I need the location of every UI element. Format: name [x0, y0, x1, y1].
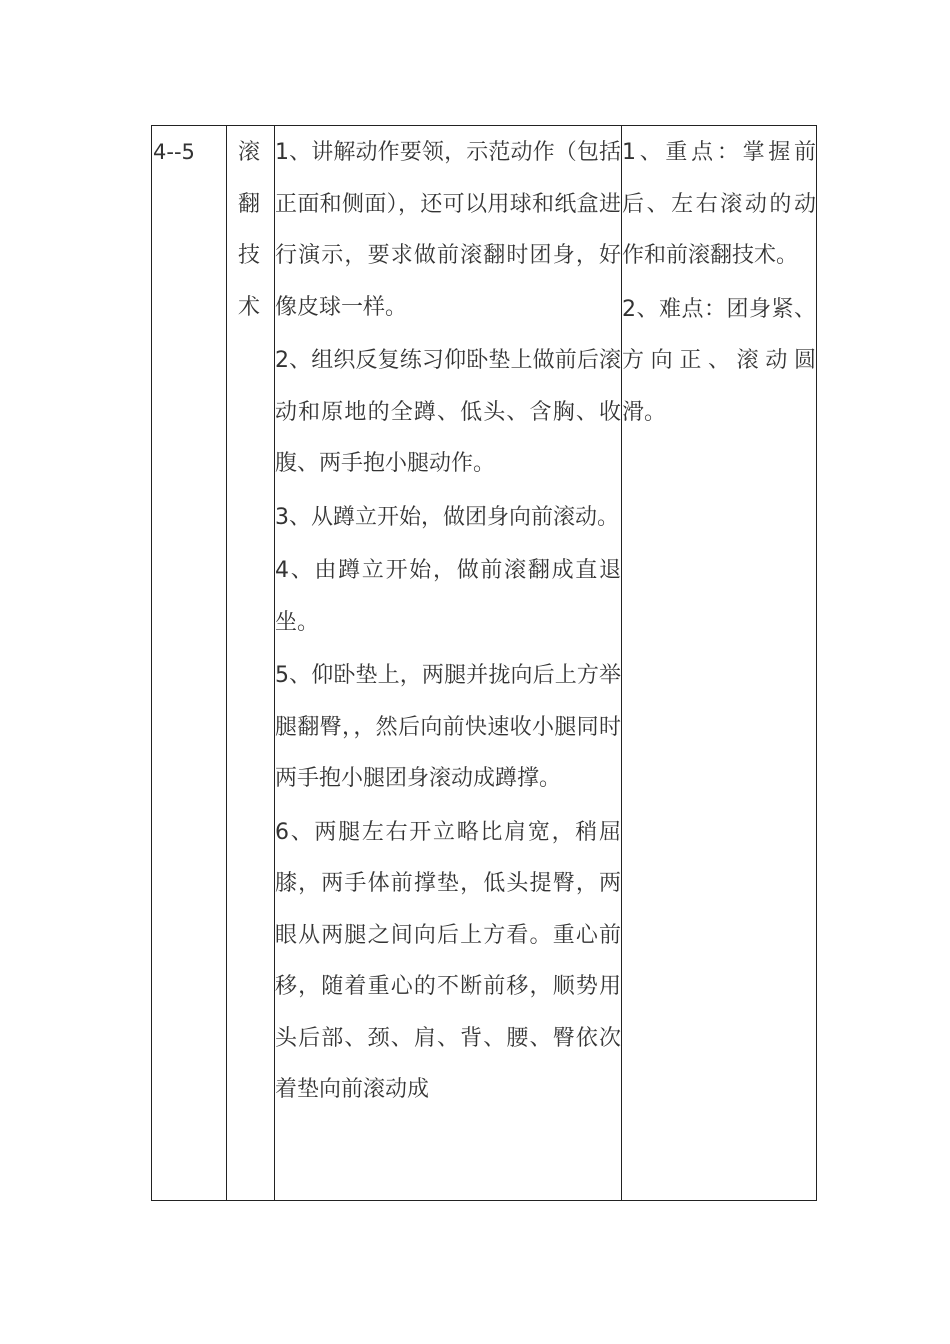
method-step: 6、两腿左右开立略比肩宽，稍屈膝，两手体前撑垫，低头提臀，两眼从两腿之间向后上方看。重心前移，随着重心的不断前移，顺势用头后部、颈、肩、背、腰、臀依次着垫向前滚动成: [275, 819, 621, 1102]
teaching-method-cell: [275, 126, 622, 1201]
method-step: 3、从蹲立开始，做团身向前滚动。: [275, 504, 619, 530]
topic-char: 技: [238, 243, 261, 268]
key-points-cell: [622, 126, 817, 1201]
method-step: 5、仰卧垫上，两腿并拢向后上方举腿翻臀，，然后向前快速收小腿同时两手抱小腿团身滚动成蹲撑。: [275, 663, 621, 791]
week-label: 4--5: [153, 140, 195, 164]
lesson-plan-table: [151, 125, 817, 1201]
week-cell: [152, 126, 227, 1201]
key-point: 1、重点：掌握前后、左右滚动的动作和前滚翻技术。: [622, 140, 816, 268]
topic-char: 术: [238, 294, 261, 320]
method-step: 4、由蹲立开始，做前滚翻成直退坐。: [275, 558, 621, 635]
topic-char: 翻: [238, 191, 261, 217]
topic-char: 滚: [238, 140, 261, 165]
table-row: [152, 126, 817, 1201]
topic-cell: [227, 126, 275, 1201]
method-step: 1、讲解动作要领，示范动作（包括正面和侧面），还可以用球和纸盒进行演示，要求做前滚翻时团身，好像皮球一样。: [275, 140, 621, 320]
method-step: 2、组织反复练习仰卧垫上做前后滚动和原地的全蹲、低头、含胸、收腹、两手抱小腿动作。: [275, 348, 621, 476]
key-point: 2、难点：团身紧、方向正、滚动圆滑。: [622, 296, 816, 425]
